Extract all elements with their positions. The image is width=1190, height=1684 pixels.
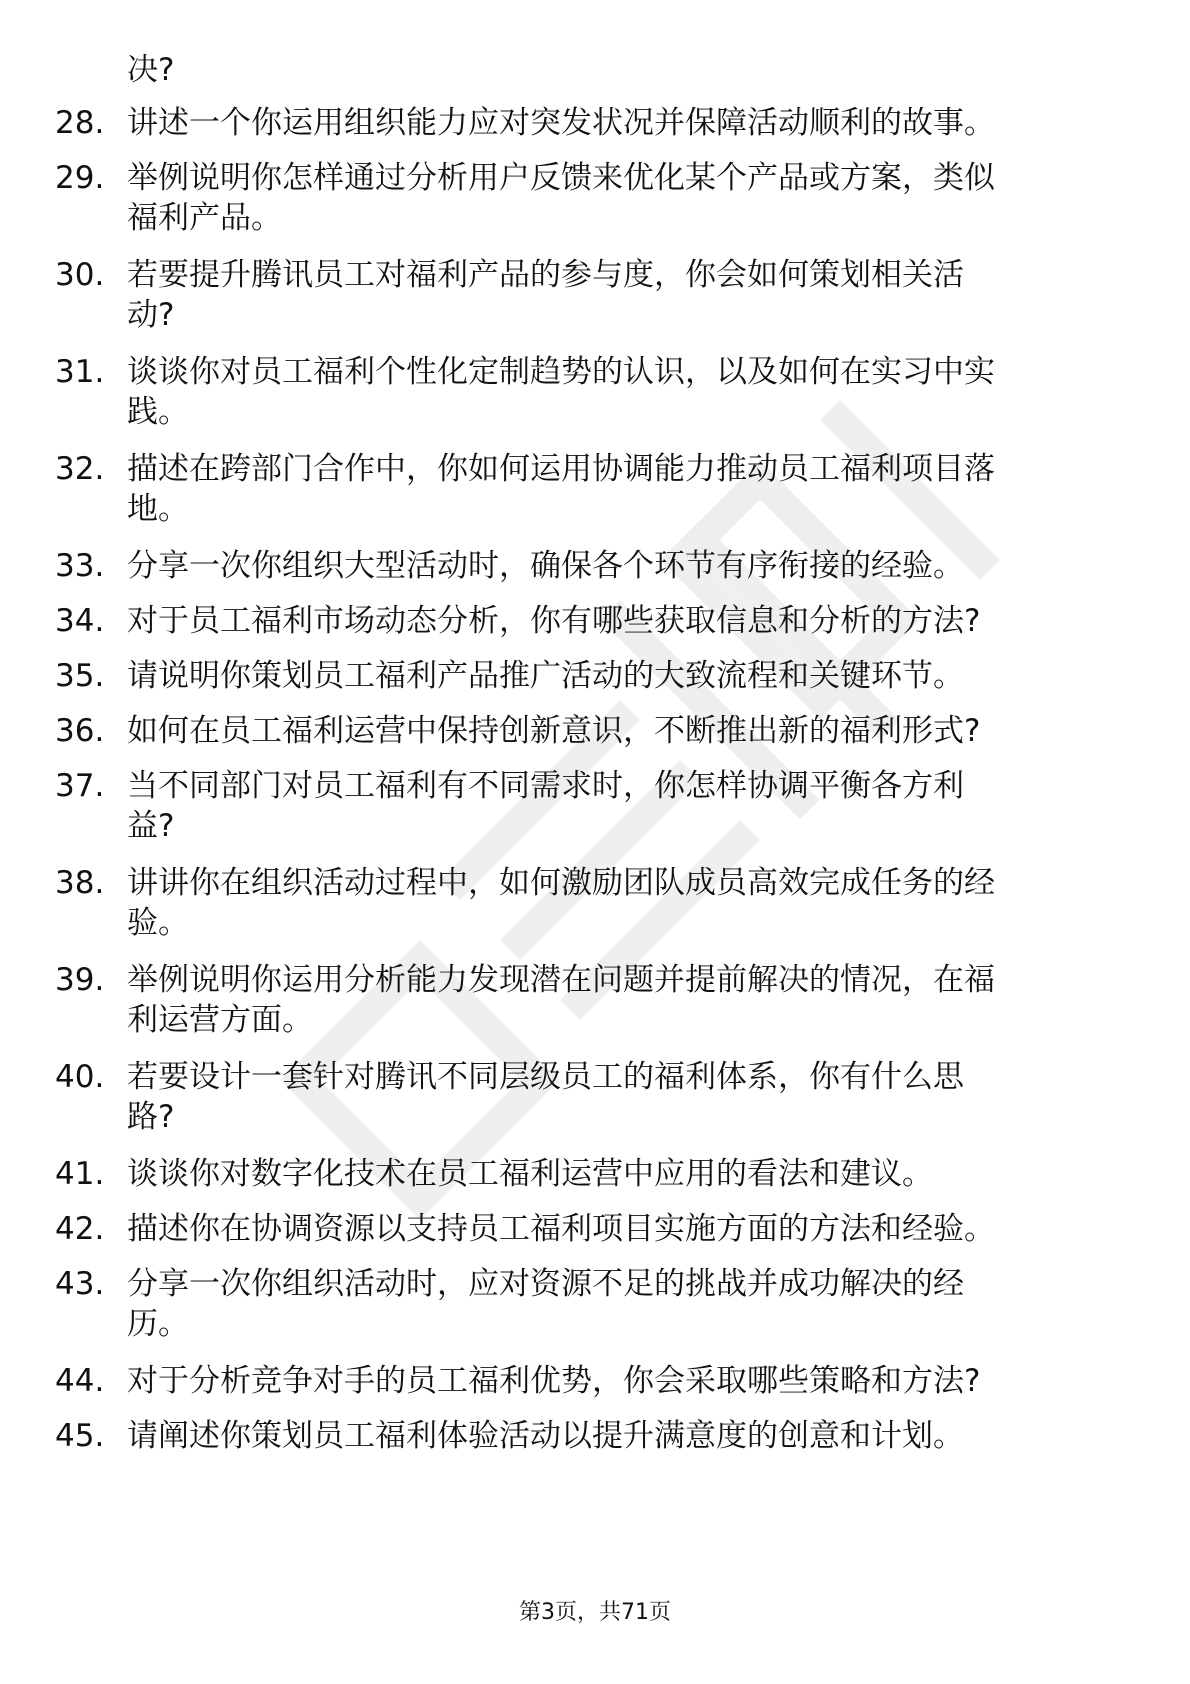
question-text <box>127 352 1117 432</box>
question-text-line: 验。 <box>127 905 189 941</box>
question-text-line: 动? <box>127 297 175 333</box>
question-text <box>127 449 1117 529</box>
question-text-line: 益? <box>127 808 175 844</box>
question-text <box>127 1209 1117 1249</box>
question-text-line: 若要提升腾讯员工对福利产品的参与度，你会如何策划相关活 <box>127 257 964 293</box>
question-text <box>127 601 1117 641</box>
question-text-line: 若要设计一套针对腾讯不同层级员工的福利体系，你有什么思 <box>127 1059 964 1095</box>
question-text-line: 践。 <box>127 394 189 430</box>
question-text-line: 谈谈你对数字化技术在员工福利运营中应用的看法和建议。 <box>127 1156 933 1192</box>
question-number: 31. <box>55 354 105 390</box>
question-text-line: 福利产品。 <box>127 200 282 236</box>
question-number: 43. <box>55 1266 105 1302</box>
question-number: 33. <box>55 548 105 584</box>
question-text <box>127 546 1117 586</box>
question-text <box>127 255 1117 335</box>
question-number: 29. <box>55 160 105 196</box>
question-text-line: 描述你在协调资源以支持员工福利项目实施方面的方法和经验。 <box>127 1211 995 1247</box>
question-text-line: 利运营方面。 <box>127 1002 313 1038</box>
question-number: 45. <box>55 1418 105 1454</box>
question-text-line: 谈谈你对员工福利个性化定制趋势的认识，以及如何在实习中实 <box>127 354 995 390</box>
question-text-line: 讲述一个你运用组织能力应对突发状况并保障活动顺利的故事。 <box>127 105 995 141</box>
question-number: 30. <box>55 257 105 293</box>
question-text <box>127 1264 1117 1344</box>
question-text-line: 讲讲你在组织活动过程中，如何激励团队成员高效完成任务的经 <box>127 865 995 901</box>
question-number: 40. <box>55 1059 105 1095</box>
continuation-text: 决? <box>127 52 175 88</box>
question-number: 38. <box>55 865 105 901</box>
question-text-line: 当不同部门对员工福利有不同需求时，你怎样协调平衡各方利 <box>127 768 964 804</box>
question-text <box>127 1057 1117 1137</box>
question-number: 35. <box>55 658 105 694</box>
question-text-line: 请阐述你策划员工福利体验活动以提升满意度的创意和计划。 <box>127 1418 964 1454</box>
question-text-line: 对于员工福利市场动态分析，你有哪些获取信息和分析的方法? <box>127 603 981 639</box>
question-text <box>127 1154 1117 1194</box>
question-text-line: 地。 <box>127 491 189 527</box>
question-text-line: 举例说明你运用分析能力发现潜在问题并提前解决的情况，在福 <box>127 962 995 998</box>
question-text-line: 举例说明你怎样通过分析用户反馈来优化某个产品或方案，类似 <box>127 160 995 196</box>
question-number: 41. <box>55 1156 105 1192</box>
question-number: 44. <box>55 1363 105 1399</box>
question-number: 32. <box>55 451 105 487</box>
question-text <box>127 766 1117 846</box>
question-number: 42. <box>55 1211 105 1247</box>
question-text <box>127 1416 1117 1456</box>
question-text-line: 分享一次你组织大型活动时，确保各个环节有序衔接的经验。 <box>127 548 964 584</box>
question-number: 39. <box>55 962 105 998</box>
question-number: 36. <box>55 713 105 749</box>
question-text <box>127 1361 1117 1401</box>
question-text-line: 对于分析竞争对手的员工福利优势，你会采取哪些策略和方法? <box>127 1363 981 1399</box>
question-text <box>127 960 1117 1040</box>
question-number: 37. <box>55 768 105 804</box>
question-number: 34. <box>55 603 105 639</box>
question-text <box>127 656 1117 696</box>
question-text-line: 路? <box>127 1099 175 1135</box>
page-footer: 第3页，共71页 <box>519 1600 671 1625</box>
question-text-line: 请说明你策划员工福利产品推广活动的大致流程和关键环节。 <box>127 658 964 694</box>
question-text <box>127 711 1117 751</box>
question-text <box>127 158 1117 238</box>
question-text <box>127 863 1117 943</box>
question-text <box>127 103 1117 143</box>
question-text-line: 如何在员工福利运营中保持创新意识，不断推出新的福利形式? <box>127 713 981 749</box>
question-text-line: 描述在跨部门合作中，你如何运用协调能力推动员工福利项目落 <box>127 451 995 487</box>
question-text-line: 分享一次你组织活动时，应对资源不足的挑战并成功解决的经 <box>127 1266 964 1302</box>
question-number: 28. <box>55 105 105 141</box>
question-text-line: 历。 <box>127 1306 189 1342</box>
